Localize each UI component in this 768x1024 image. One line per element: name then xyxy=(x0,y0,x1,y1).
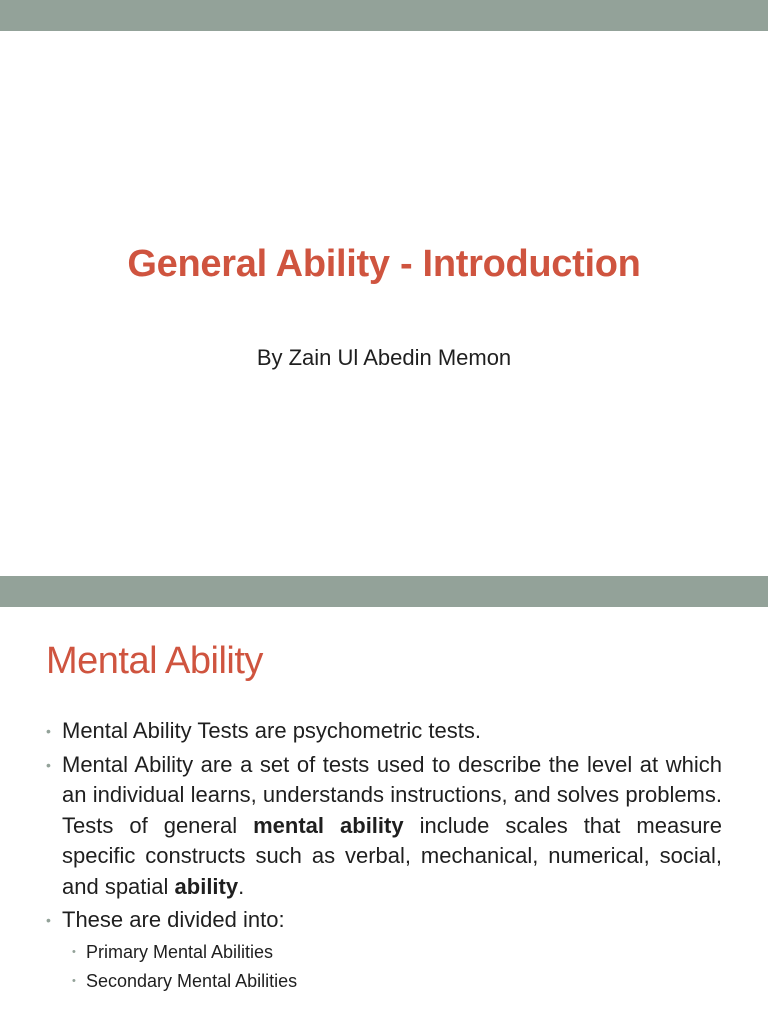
slide1-subtitle: By Zain Ul Abedin Memon xyxy=(256,345,512,370)
bullet-item xyxy=(46,716,722,747)
slide1-title: General Ability - Introduction xyxy=(127,243,641,285)
bullet-list xyxy=(46,716,722,999)
sub-bullet-item: • Secondary Mental Abilities xyxy=(72,967,722,996)
bullet-text: include scales that measure specific constructs such as verbal, mechanical, numerical, social, and spatial xyxy=(62,812,722,899)
bullet-text: . xyxy=(238,873,245,899)
bullet-text: Mental Ability Tests are psychometric tests. xyxy=(62,718,481,743)
bullet-text: These are divided into: xyxy=(62,907,285,932)
bold-term-mental-ability: mental ability xyxy=(253,812,404,838)
sub-bullet-list xyxy=(72,938,722,996)
bold-term-ability: ability xyxy=(174,873,239,899)
bullet-item xyxy=(46,750,722,903)
slide1-top-bar xyxy=(0,0,768,31)
slide2-top-bar xyxy=(0,576,768,607)
slide2-title: Mental Ability xyxy=(46,640,263,682)
bullet-item xyxy=(46,905,722,996)
bullet-text: Mental Ability are a set of tests used to describe the level at which an individual learns, understands instructions, and solves problems. Tests of general xyxy=(62,751,722,838)
sub-bullet-item: • Primary Mental Abilities xyxy=(72,938,722,967)
